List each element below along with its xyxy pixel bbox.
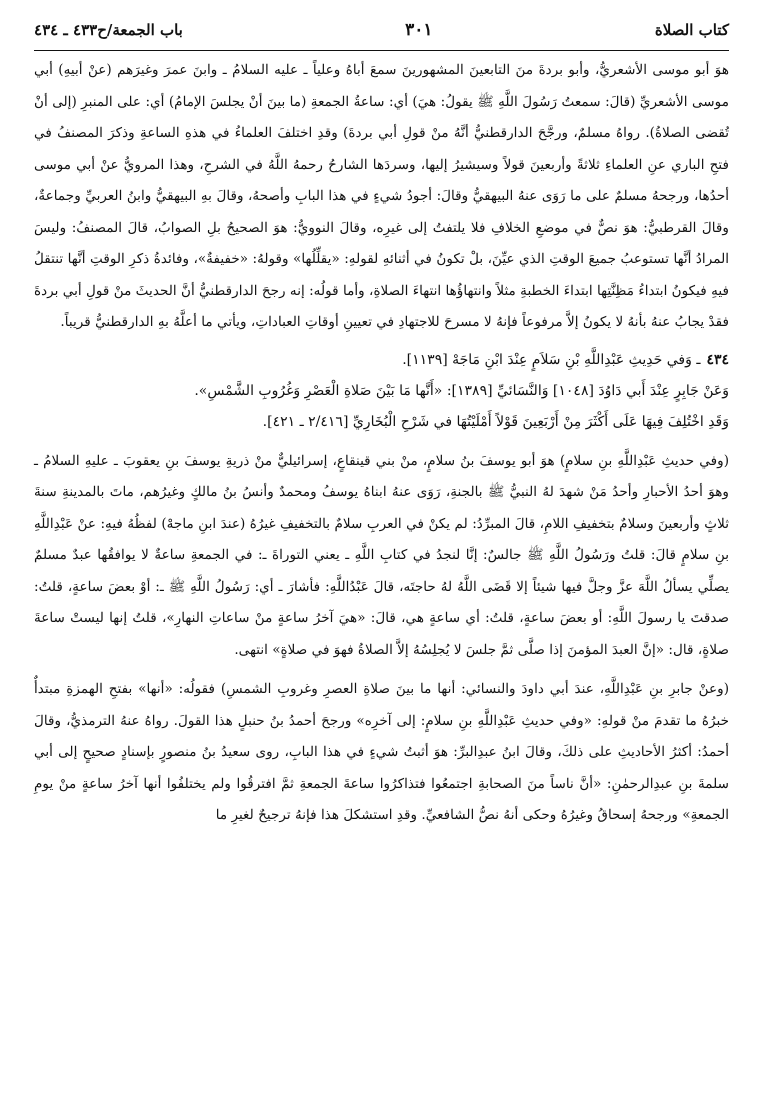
commentary-paragraph-3: (وعنْ جابرِ بنِ عَبْدِاللَّهِ، عندَ أبي داودَ والنسائي: أنها ما بينَ صلاةِ العصرِ وغروبِ الشمسِ) فقولُه: «أنها» بفتحِ الهمزةِ مبتدأٌ خبرُهُ ما تقدمَ منْ قولهِ: «وفي حديثِ عَبْدِاللَّهِ بنِ سلامٍ: إلى آخرِه» ورجحَ أحمدُ بنُ حنبلٍ هذا القولَ. رواهُ عنهُ الترمذيُّ، وقالَ أحمدُ: أكثرُ الأحاديثِ على ذلكَ، وقالَ ابنُ عبدِالبرِّ: هوَ أثبتُ شيءٍ في هذا البابِ، روى سعيدُ بنُ منصورٍ بإسنادٍ صحيحٍ إلى أبي سلمةَ بنِ عبدِالرحمٰنِ: «أنَّ ناساً منَ الصحابةِ اجتمعُوا فتذاكرُوا ساعةَ الجمعةِ ثمَّ افترقُوا ولم يختلفُوا أنها آخرُ ساعةٍ منْ يومِ الجمعةِ» ورجحهُ إسحاقُ وغيرُهُ وحكى أنهُ نصُّ الشافعيِّ. وقدِ استشكلَ هذا فإنهُ ترجيحٌ لغيرِ ما xyxy=(34,681,729,823)
page-header xyxy=(34,10,729,51)
commentary-paragraph-2: (وفي حديثِ عَبْدِاللَّهِ بنِ سلامٍ) هوَ أبو يوسفَ بنُ سلامٍ، منْ بني قينقاعٍ، إسرائيليٌّ منْ ذريةِ يوسفَ بنِ يعقوبَ ـ عليهِ السلامُ ـ وهوَ أحدُ الأحبارِ وأحدُ مَنْ شهدَ لهُ النبيُّ ﷺ بالجنةِ، رَوَى عنهُ ابناهُ يوسفُ ومحمدٌ وأنسُ بنُ مالكٍ وغيرُهم، ماتَ بالمدينةِ سنةَ ثلاثٍ وأربعينَ وسلامٌ بتخفيفِ اللامِ، قالَ المبرِّدُ: لم يكنْ في العربِ سلامٌ بالتخفيفِ غيرُهُ (عندَ ابنِ ماجهْ) لفظُهُ فيهِ: عنْ عَبْدِاللَّهِ بنِ سلامٍ قالَ: قلتُ ورَسُولُ اللَّهِ ﷺ جالسٌ: إنَّا لنجدُ في كتابِ اللَّهِ ـ يعني التوراةَ ـ: في الجمعةِ ساعةٌ لا يوافقُها عبدٌ مسلمٌ يصلِّي يسألُ اللَّهَ عزَّ وجلَّ فيها شيئاً إلا قَضَى اللَّهُ لهُ حاجتَه، قالَ عَبْدُاللَّهِ: فأشارَ ـ أي: رَسُولُ اللَّهِ ﷺ ـ: أوْ بعضَ ساعةٍ، قلتُ: صدقتَ يا رسولَ اللَّهِ: أو بعضَ ساعةٍ، قلتُ: أي ساعةٍ هي، قالَ: «هيَ آخرُ ساعةٍ منْ ساعاتِ النهارِ»، قلتُ إنها ليستْ ساعةَ صلاةٍ، قال: «إنَّ العبدَ المؤمنَ إذا صلَّى ثمَّ جلسَ لا يُجلِسُهُ إلاَّ الصلاةُ فهوَ في صلاةٍ» انتهى. xyxy=(34,452,729,658)
hadith-line xyxy=(34,345,729,376)
hadith-434 xyxy=(34,345,729,438)
page-number: ٣٠١ xyxy=(405,20,433,40)
commentary-paragraph-1: هوَ أبو موسى الأشعريُّ، وأبو بردةَ منَ التابعينَ المشهورينَ سمعَ أباهُ وعلياً ـ عليه السلامُ ـ وابنَ عمرَ وغيرَهم (عنْ أبيهِ) أبي موسى الأشعريِّ (قالَ: سمعتُ رَسُولَ اللَّهِ ﷺ يقولُ: هيَ) أي: ساعةُ الجمعةِ (ما بينَ أنْ يجلسَ الإمامُ) أي: على المنبرِ (إلى أنْ تُقضى الصلاةُ). رواهُ مسلمٌ، ورجَّحَ الدارقطنيُّ أنَّهُ منْ قولِ أبي بردةَ) وقدِ اختلفَ العلماءُ في هذهِ الساعةِ وذكرَ المصنفُ في فتحِ الباري عنِ العلماءِ ثلاثةً وأربعينَ قولاً وسيشيرُ إليها، وسردَها الشارحُ رحمهُ اللَّهُ في الشرحِ، وهذا المرويُّ عنْ أبي موسى أحدُها، ورجحهُ مسلمٌ على ما رَوَى عنهُ البيهقيُّ وقالَ: أجودُ شيءٍ في هذا البابِ وأصحهُ، وقالَ بهِ البيهقيُّ وابنُ العربيِّ وجماعةٌ، وقالَ القرطبيُّ: هوَ نصٌّ في موضعِ الخلافِ فلا يلتفتُ إلى غيرِه، وقالَ النوويُّ: هوَ الصحيحُ بلِ الصوابُ، قالَ المصنفُ: وليسَ المرادُ أنَّها تستوعبُ جميعَ الوقتِ الذي عيِّنَ، بلْ تكونُ في أثنائهِ لقولهِ: «يقلِّلُها» وقولهُ: «خفيفةٌ»، وفائدةُ ذكرِ الوقتِ أنَّها تنتقلُ فيهِ فيكونُ ابتداءُ مَظِنَّتِها ابتداءَ الخطبةِ مثلاً وانتهاؤُها انتهاءَ الصلاةِ، وأما قولُه: إنه رجحَ الدارقطنيُّ أنَّ الحديثَ منْ قولِ أبي بردةَ فقدْ يجابُ عنهُ بأنهُ لا يكونُ إلاَّ مرفوعاً فإنهُ لا مسرحَ للاجتهادِ في تعيينِ أوقاتِ العباداتِ، ويأتي ما أعلَّهُ بهِ الدارقطنيُّ قريباً. xyxy=(34,62,730,330)
hadith-number: ٤٣٤ xyxy=(706,351,729,368)
book-title: كتاب الصلاة xyxy=(654,21,729,39)
chapter-reference: باب الجمعة/ح٤٣٣ ـ ٤٣٤ xyxy=(34,21,183,39)
hadith-text: ـ وَفي حَدِيثِ عَبْدِاللَّهِ بْنِ سَلاَمٍ عِنْدَ ابْنِ مَاجَهْ [١١٣٩]. xyxy=(402,351,701,368)
hadith-line: وَقَدِ اخْتُلِفَ فِيهَا عَلَى أَكْثَرَ مِنْ أَرْبَعِينَ قَوْلاً أَمْلَيْتُهَا في شَرْحِ الْبُخَارِيِّ [٢/٤١٦ ـ ٤٢١]. xyxy=(262,413,729,430)
hadith-line: وَعَنْ جَابِرٍ عِنْدَ أَبي دَاوُدَ [١٠٤٨] وَالنَّسَائيِّ [١٣٨٩]: «أَنَّها مَا بَيْنَ صَلاةِ الْعَصْرِ وَغُرُوبِ الشَّمْسِ». xyxy=(194,382,729,399)
